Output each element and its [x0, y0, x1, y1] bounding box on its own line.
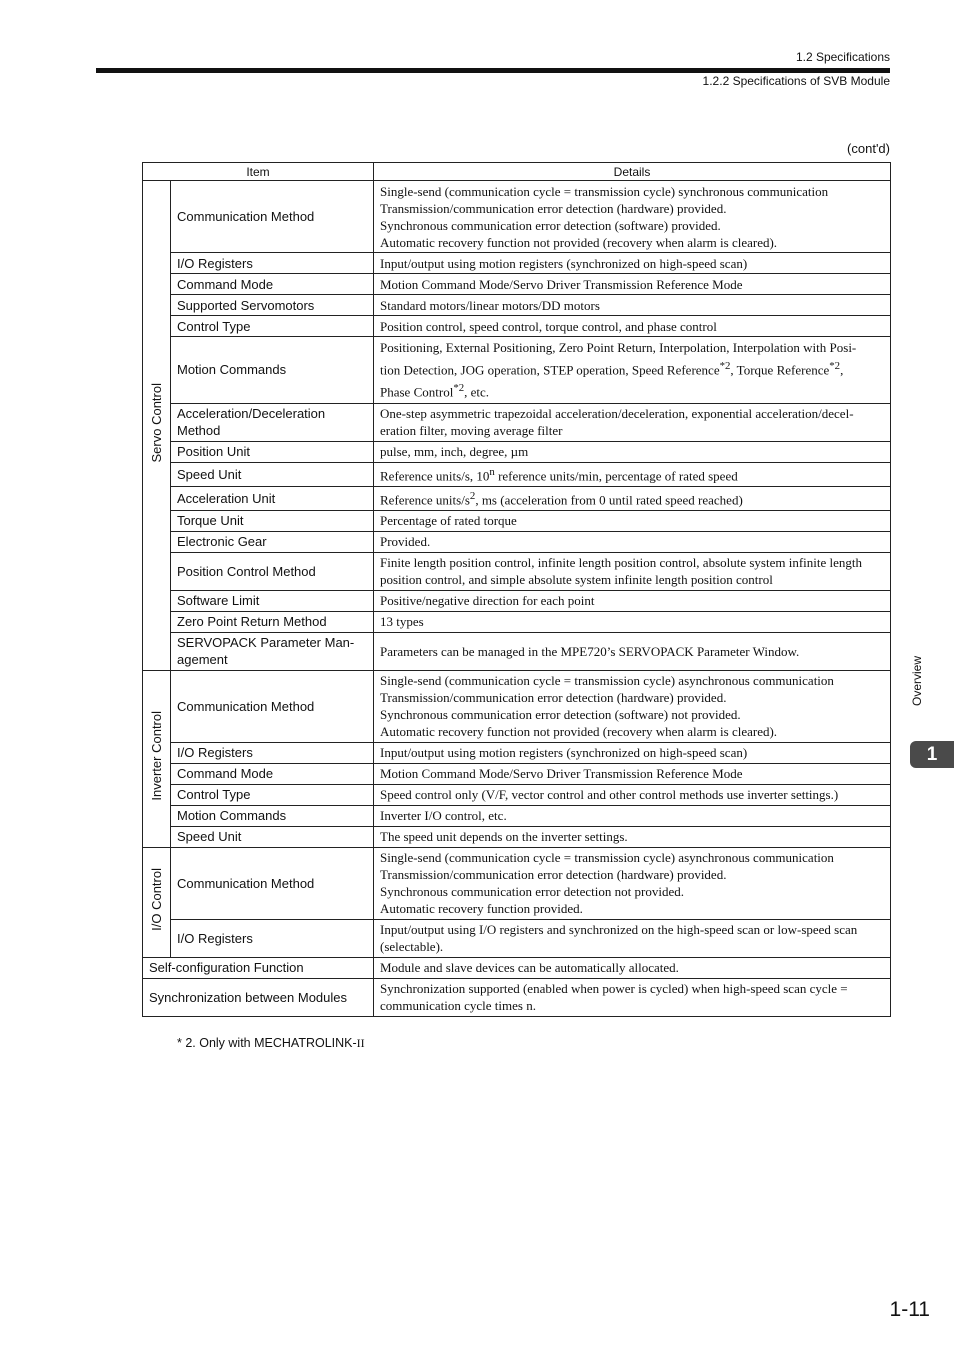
details-cell: The speed unit depends on the inverter settings.	[374, 826, 891, 847]
details-text: , etc.	[464, 384, 490, 400]
details-line: communication cycle times n.	[380, 998, 536, 1014]
details-line: Single-send (communication cycle = transmission cycle) asynchronous communication	[380, 850, 834, 866]
details-cell	[374, 486, 891, 510]
group-io-control	[143, 847, 171, 957]
table-row	[143, 611, 891, 632]
details-line: position control, and simple absolute system infinite length position control	[380, 572, 773, 588]
details-line: Transmission/communication error detection (hardware) provided.	[380, 867, 727, 883]
details-cell: Inverter I/O control, etc.	[374, 805, 891, 826]
details-cell: Input/output using motion registers (synchronized on high-speed scan)	[374, 253, 891, 274]
footnote-ref: *2	[453, 382, 465, 395]
group-servo-control	[143, 181, 171, 671]
details-line: Single-send (communication cycle = transmission cycle) asynchronous communication	[380, 673, 834, 689]
details-line: Synchronous communication error detection not provided.	[380, 884, 684, 900]
details-cell: Standard motors/linear motors/DD motors	[374, 295, 891, 316]
table-row	[143, 805, 891, 826]
page-number: 1-11	[889, 1298, 930, 1321]
item-cell: Position Control Method	[171, 552, 374, 590]
table-row	[143, 441, 891, 462]
side-section-label	[910, 656, 928, 718]
superscript: 2	[469, 489, 476, 502]
details-cell: Percentage of rated torque	[374, 510, 891, 531]
details-line: Transmission/communication error detection (hardware) provided.	[380, 200, 727, 216]
group-label: I/O Control	[149, 868, 164, 932]
item-cell: Synchronization between Modules	[143, 978, 374, 1016]
details-line	[380, 357, 884, 379]
details-text: , ms (acceleration from 0 until rated speed reached)	[475, 492, 743, 508]
item-cell: Speed Unit	[171, 826, 374, 847]
details-text: reference units/min, percentage of rated speed	[494, 468, 738, 484]
item-cell: Supported Servomotors	[171, 295, 374, 316]
chapter-tab: 1	[910, 741, 954, 768]
details-cell: pulse, mm, inch, degree, µm	[374, 441, 891, 462]
table-row	[143, 552, 891, 590]
details-cell	[374, 919, 891, 957]
details-cell	[374, 181, 891, 253]
item-cell: I/O Registers	[171, 253, 374, 274]
header-rule	[96, 68, 890, 73]
continued-label: (cont'd)	[847, 141, 890, 156]
item-cell: Self-configuration Function	[143, 957, 374, 978]
footnote-ref: *2	[829, 360, 841, 372]
details-line: Transmission/communication error detection (hardware) provided.	[380, 690, 727, 706]
item-cell: I/O Registers	[171, 742, 374, 763]
table-row	[143, 632, 891, 670]
footnote	[177, 1036, 365, 1051]
details-cell: Module and slave devices can be automatically allocated.	[374, 957, 891, 978]
details-line: Synchronous communication error detection (software) provided.	[380, 217, 721, 233]
side-label-text: Overview	[910, 656, 924, 707]
details-cell	[374, 337, 891, 404]
details-cell	[374, 978, 891, 1016]
table-row	[143, 978, 891, 1016]
column-header-item: Item	[143, 163, 374, 181]
table-header-row	[143, 163, 891, 181]
details-cell: Motion Command Mode/Servo Driver Transmission Reference Mode	[374, 274, 891, 295]
group-label: Inverter Control	[149, 711, 164, 801]
details-line: Automatic recovery function not provided (recovery when alarm is cleared).	[380, 234, 778, 250]
details-line: eration filter, moving average filter	[380, 423, 563, 439]
item-cell: Motion Commands	[171, 805, 374, 826]
table-row	[143, 337, 891, 404]
details-cell: 13 types	[374, 611, 891, 632]
details-cell: Provided.	[374, 531, 891, 552]
details-line: Positioning, External Positioning, Zero Point Return, Interpolation, Interpolation with Posi-	[380, 340, 857, 355]
details-line: Automatic recovery function not provided (recovery when alarm is cleared).	[380, 724, 778, 740]
details-cell	[374, 847, 891, 919]
details-line: Input/output using I/O registers and synchronized on the high-speed scan or low-speed scan	[380, 922, 858, 938]
details-text: , Torque Reference	[730, 362, 830, 378]
table-row	[143, 295, 891, 316]
details-line: One-step asymmetric trapezoidal acceleration/deceleration, exponential acceleration/decel-	[380, 406, 854, 422]
details-text: ,	[840, 362, 844, 378]
item-cell: Torque Unit	[171, 510, 374, 531]
details-line: Automatic recovery function provided.	[380, 901, 583, 917]
table-row	[143, 784, 891, 805]
item-cell: Acceleration Unit	[171, 486, 374, 510]
details-cell: Parameters can be managed in the MPE720’s SERVOPACK Parameter Window.	[374, 632, 891, 670]
item-cell: Communication Method	[171, 670, 374, 742]
details-cell	[374, 403, 891, 441]
details-text: Reference units/s	[380, 492, 470, 508]
details-line: Single-send (communication cycle = transmission cycle) synchronous communication	[380, 183, 829, 199]
table-row	[143, 486, 891, 510]
item-cell: Communication Method	[171, 181, 374, 253]
item-cell: Position Unit	[171, 441, 374, 462]
details-cell	[374, 462, 891, 486]
item-cell: Electronic Gear	[171, 531, 374, 552]
table-row	[143, 316, 891, 337]
details-line: Finite length position control, infinite length position control, absolute system infinite length	[380, 555, 863, 571]
item-cell: Software Limit	[171, 590, 374, 611]
footnote-suffix: II	[356, 1036, 365, 1050]
item-cell: Control Type	[171, 316, 374, 337]
item-cell: Control Type	[171, 784, 374, 805]
item-cell: Zero Point Return Method	[171, 611, 374, 632]
item-cell: Speed Unit	[171, 462, 374, 486]
footnote-text: * 2. Only with MECHATROLINK-	[177, 1036, 357, 1050]
table-row	[143, 510, 891, 531]
table-row	[143, 181, 891, 253]
details-cell: Position control, speed control, torque control, and phase control	[374, 316, 891, 337]
footnote-ref: *2	[719, 360, 731, 372]
details-line: Synchronization supported (enabled when power is cycled) when high-speed scan cycle =	[380, 981, 848, 997]
item-cell: Acceleration/Deceleration Method	[171, 403, 374, 441]
superscript: n	[489, 465, 495, 478]
group-label: Servo Control	[149, 383, 164, 463]
table-row	[143, 462, 891, 486]
details-text: Phase Control	[380, 384, 454, 400]
table-row	[143, 847, 891, 919]
table-row	[143, 763, 891, 784]
table-row	[143, 742, 891, 763]
table-row	[143, 253, 891, 274]
table-row	[143, 403, 891, 441]
details-cell	[374, 670, 891, 742]
details-cell: Speed control only (V/F, vector control and other control methods use inverter settings.)	[374, 784, 891, 805]
table-row	[143, 590, 891, 611]
table-row	[143, 531, 891, 552]
details-cell: Motion Command Mode/Servo Driver Transmission Reference Mode	[374, 763, 891, 784]
item-cell: Command Mode	[171, 763, 374, 784]
item-cell: Communication Method	[171, 847, 374, 919]
details-text: Reference units/s, 10	[380, 468, 490, 484]
item-cell: Command Mode	[171, 274, 374, 295]
details-line: Synchronous communication error detection (software) not provided.	[380, 707, 741, 723]
column-header-details: Details	[374, 163, 891, 181]
table-row	[143, 957, 891, 978]
specifications-table	[142, 162, 891, 1017]
table-row	[143, 919, 891, 957]
details-cell: Input/output using motion registers (synchronized on high-speed scan)	[374, 742, 891, 763]
details-cell: Positive/negative direction for each point	[374, 590, 891, 611]
item-cell: SERVOPACK Parameter Man-agement	[171, 632, 374, 670]
item-cell: Motion Commands	[171, 337, 374, 404]
item-cell: I/O Registers	[171, 919, 374, 957]
group-inverter-control	[143, 670, 171, 847]
details-line	[380, 379, 884, 401]
table-row	[143, 826, 891, 847]
header-subsection: 1.2.2 Specifications of SVB Module	[702, 74, 890, 88]
details-cell	[374, 552, 891, 590]
table-row	[143, 670, 891, 742]
header-section: 1.2 Specifications	[795, 50, 890, 64]
details-line: (selectable).	[380, 939, 444, 955]
details-text: tion Detection, JOG operation, STEP operation, Speed Reference	[380, 362, 720, 378]
table-row	[143, 274, 891, 295]
